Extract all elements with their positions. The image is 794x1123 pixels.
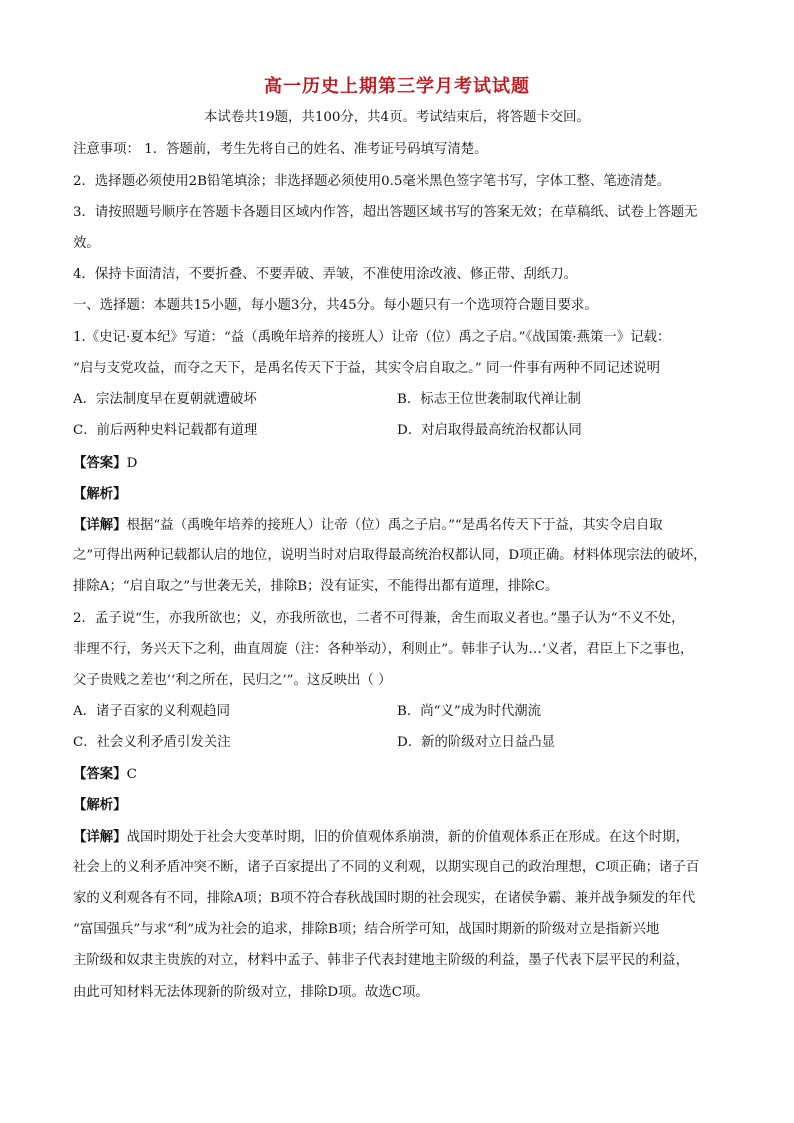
analysis-tag: 【解析】 (73, 797, 127, 813)
question-1-stem: “启与支党攻益，而夺之天下，是禹名传天下于益，其实令启自取之。” 同一件事有两种不同记述说明 (73, 361, 661, 376)
q1-detail-line: 之”可得出两种记载都认启的地位，说明当时对启取得最高统治权都认同，D项正确。材料体现宗法的破坏， (73, 548, 707, 563)
q1-option-c: C．前后两种史料记载都有道理 (73, 423, 258, 438)
detail-tag: 【详解】 (73, 517, 127, 533)
answer-tag: 【答案】 (73, 455, 127, 471)
answer-value: C (126, 767, 137, 782)
q2-detail-line: 家的义利观各有不同，排除A项；B项不符合春秋战国时期的社会现实，在诸侯争霸、兼并战争频发的年代 (73, 891, 696, 906)
q1-option-a: A．宗法制度早在夏朝就遭破坏 (73, 392, 257, 407)
q2-detail (73, 827, 689, 848)
q1-option-d: D．对启取得最高统治权都认同 (397, 423, 582, 438)
question-2-stem: 2．孟子说“生，亦我所欲也；义，亦我所欲也，二者不可得兼，舍生而取义者也。”墨子认为“不义不处， (73, 611, 685, 626)
question-2-stem: 非理不行，务兴天下之利，曲直周旋（注：各种举动），利则止”。韩非子认为…‘义者，君臣上下之事也， (73, 642, 694, 657)
q2-detail-line: 主阶级和奴隶主贵族的对立，材料中孟子、韩非子代表封建地主阶级的利益，墨子代表下层平民的利益， (73, 953, 689, 968)
section-heading: 一、选择题：本题共15小题，每小题3分，共45分。每小题只有一个选项符合题目要求。 (73, 298, 598, 313)
note-line: 2．选择题必须使用2B铅笔填涂；非选择题必须使用0.5毫米黑色签字笔书写，字体工整、笔迹清楚。 (73, 174, 671, 189)
q1-option-b: B．标志王位世袭制取代禅让制 (397, 392, 581, 407)
q1-detail (73, 515, 663, 536)
q2-option-a: A．诸子百家的义利观趋同 (73, 704, 230, 719)
note-line: 4．保持卡面清洁，不要折叠、不要弄破、弄皱，不准使用涂改液、修正带、刮纸刀。 (73, 267, 577, 282)
intro-text: 本试卷共19题，共100分，共4页。考试结束后，将答题卡交回。 (204, 110, 590, 125)
note-line: 效。 (73, 236, 100, 251)
note-line: 3．请按照题号顺序在答题卡各题目区域内作答，超出答题区域书写的答案无效；在草稿纸、试卷上答题无 (73, 205, 698, 220)
q2-answer (73, 764, 137, 785)
q2-detail-line: “富国强兵”与求“利”成为社会的追求，排除B项；结合所学可知，战国时期新的阶级对立是指新兴地 (73, 922, 660, 937)
q2-detail-line: 社会上的义利矛盾冲突不断，诸子百家提出了不同的义利观，以期实现自己的政治理想，C项正确；诸子百 (73, 860, 700, 875)
q2-option-c: C．社会义利矛盾引发关注 (73, 735, 231, 750)
q2-detail-line: 由此可知材料无法体现新的阶级对立，排除D项。故选C项。 (73, 985, 429, 1000)
q2-option-b: B．尚“义”成为时代潮流 (397, 704, 542, 719)
q1-analysis (73, 484, 127, 505)
question-1-stem: 1.《史记·夏本纪》写道：“益（禹晚年培养的接班人）让帝（位）禹之子启。”《战国策·燕策一》记载： (73, 330, 671, 345)
page-title: 高一历史上期第三学月考试试题 (264, 76, 530, 97)
detail-text: 战国时期处于社会大变革时期，旧的价值观体系崩溃，新的价值观体系正在形成。在这个时期， (126, 830, 689, 845)
q2-analysis (73, 795, 127, 816)
q1-detail-line: 排除A；“启自取之”与世袭无关，排除B；没有证实，不能得出都有道理，排除C。 (73, 579, 559, 594)
note-line: 注意事项： 1．答题前，考生先将自己的姓名、准考证号码填写清楚。 (73, 142, 488, 157)
detail-tag: 【详解】 (73, 829, 127, 845)
answer-value: D (126, 456, 138, 471)
q2-option-d: D．新的阶级对立日益凸显 (397, 735, 556, 750)
detail-text: 根据“益（禹晚年培养的接班人）让帝（位）禹之子启。”“是禹名传天下于益，其实令启自取 (126, 518, 663, 533)
analysis-tag: 【解析】 (73, 486, 127, 502)
answer-tag: 【答案】 (73, 766, 127, 782)
q1-answer (73, 453, 137, 474)
question-2-stem: 父子贵贱之差也’‘利之所在，民归之’”。这反映出（ ） (73, 673, 392, 688)
